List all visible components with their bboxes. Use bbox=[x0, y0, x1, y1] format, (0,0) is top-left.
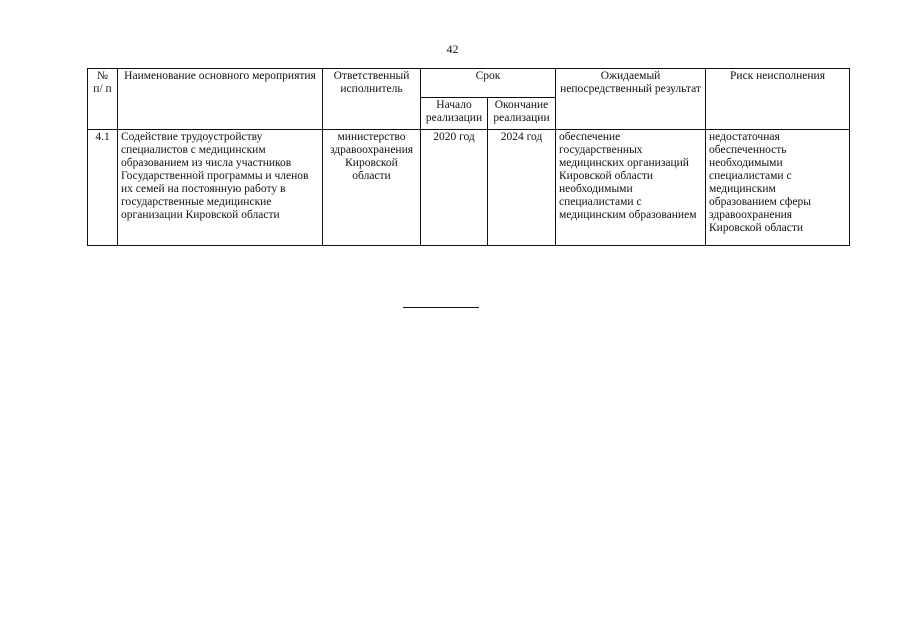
header-period: Срок bbox=[421, 69, 556, 98]
header-expected-result: Ожидаемый непосредственный результат bbox=[556, 69, 706, 130]
row-executor: министерство здравоохранения Кировской области bbox=[323, 130, 421, 246]
end-separator-line bbox=[403, 307, 479, 308]
header-executor: Ответственный исполнитель bbox=[323, 69, 421, 130]
row-start: 2020 год bbox=[421, 130, 488, 246]
header-number: № п/ п bbox=[88, 69, 118, 130]
header-end: Окончание реализации bbox=[488, 98, 556, 130]
row-activity-name: Содействие трудоустройству специалистов с медицинским образованием из числа участников Государственной программы и членов их семей на постоянную работу в государственные медицинские организации Кировской области bbox=[118, 130, 323, 246]
row-number: 4.1 bbox=[88, 130, 118, 246]
table-header-row bbox=[88, 69, 850, 98]
row-expected-result: обеспечение государственных медицинских организаций Кировской области необходимыми специалистами с медицинским образованием bbox=[556, 130, 706, 246]
page-number: 42 bbox=[446, 42, 459, 56]
header-start: Начало реализации bbox=[421, 98, 488, 130]
header-risk: Риск неисполнения bbox=[706, 69, 850, 130]
row-end: 2024 год bbox=[488, 130, 556, 246]
row-risk: недостаточная обеспеченность необходимыми специалистами с медицинским образованием сферы здравоохранения Кировской области bbox=[706, 130, 850, 246]
header-activity-name: Наименование основного мероприятия bbox=[118, 69, 323, 130]
table-row bbox=[88, 130, 850, 246]
activities-table bbox=[87, 68, 850, 246]
